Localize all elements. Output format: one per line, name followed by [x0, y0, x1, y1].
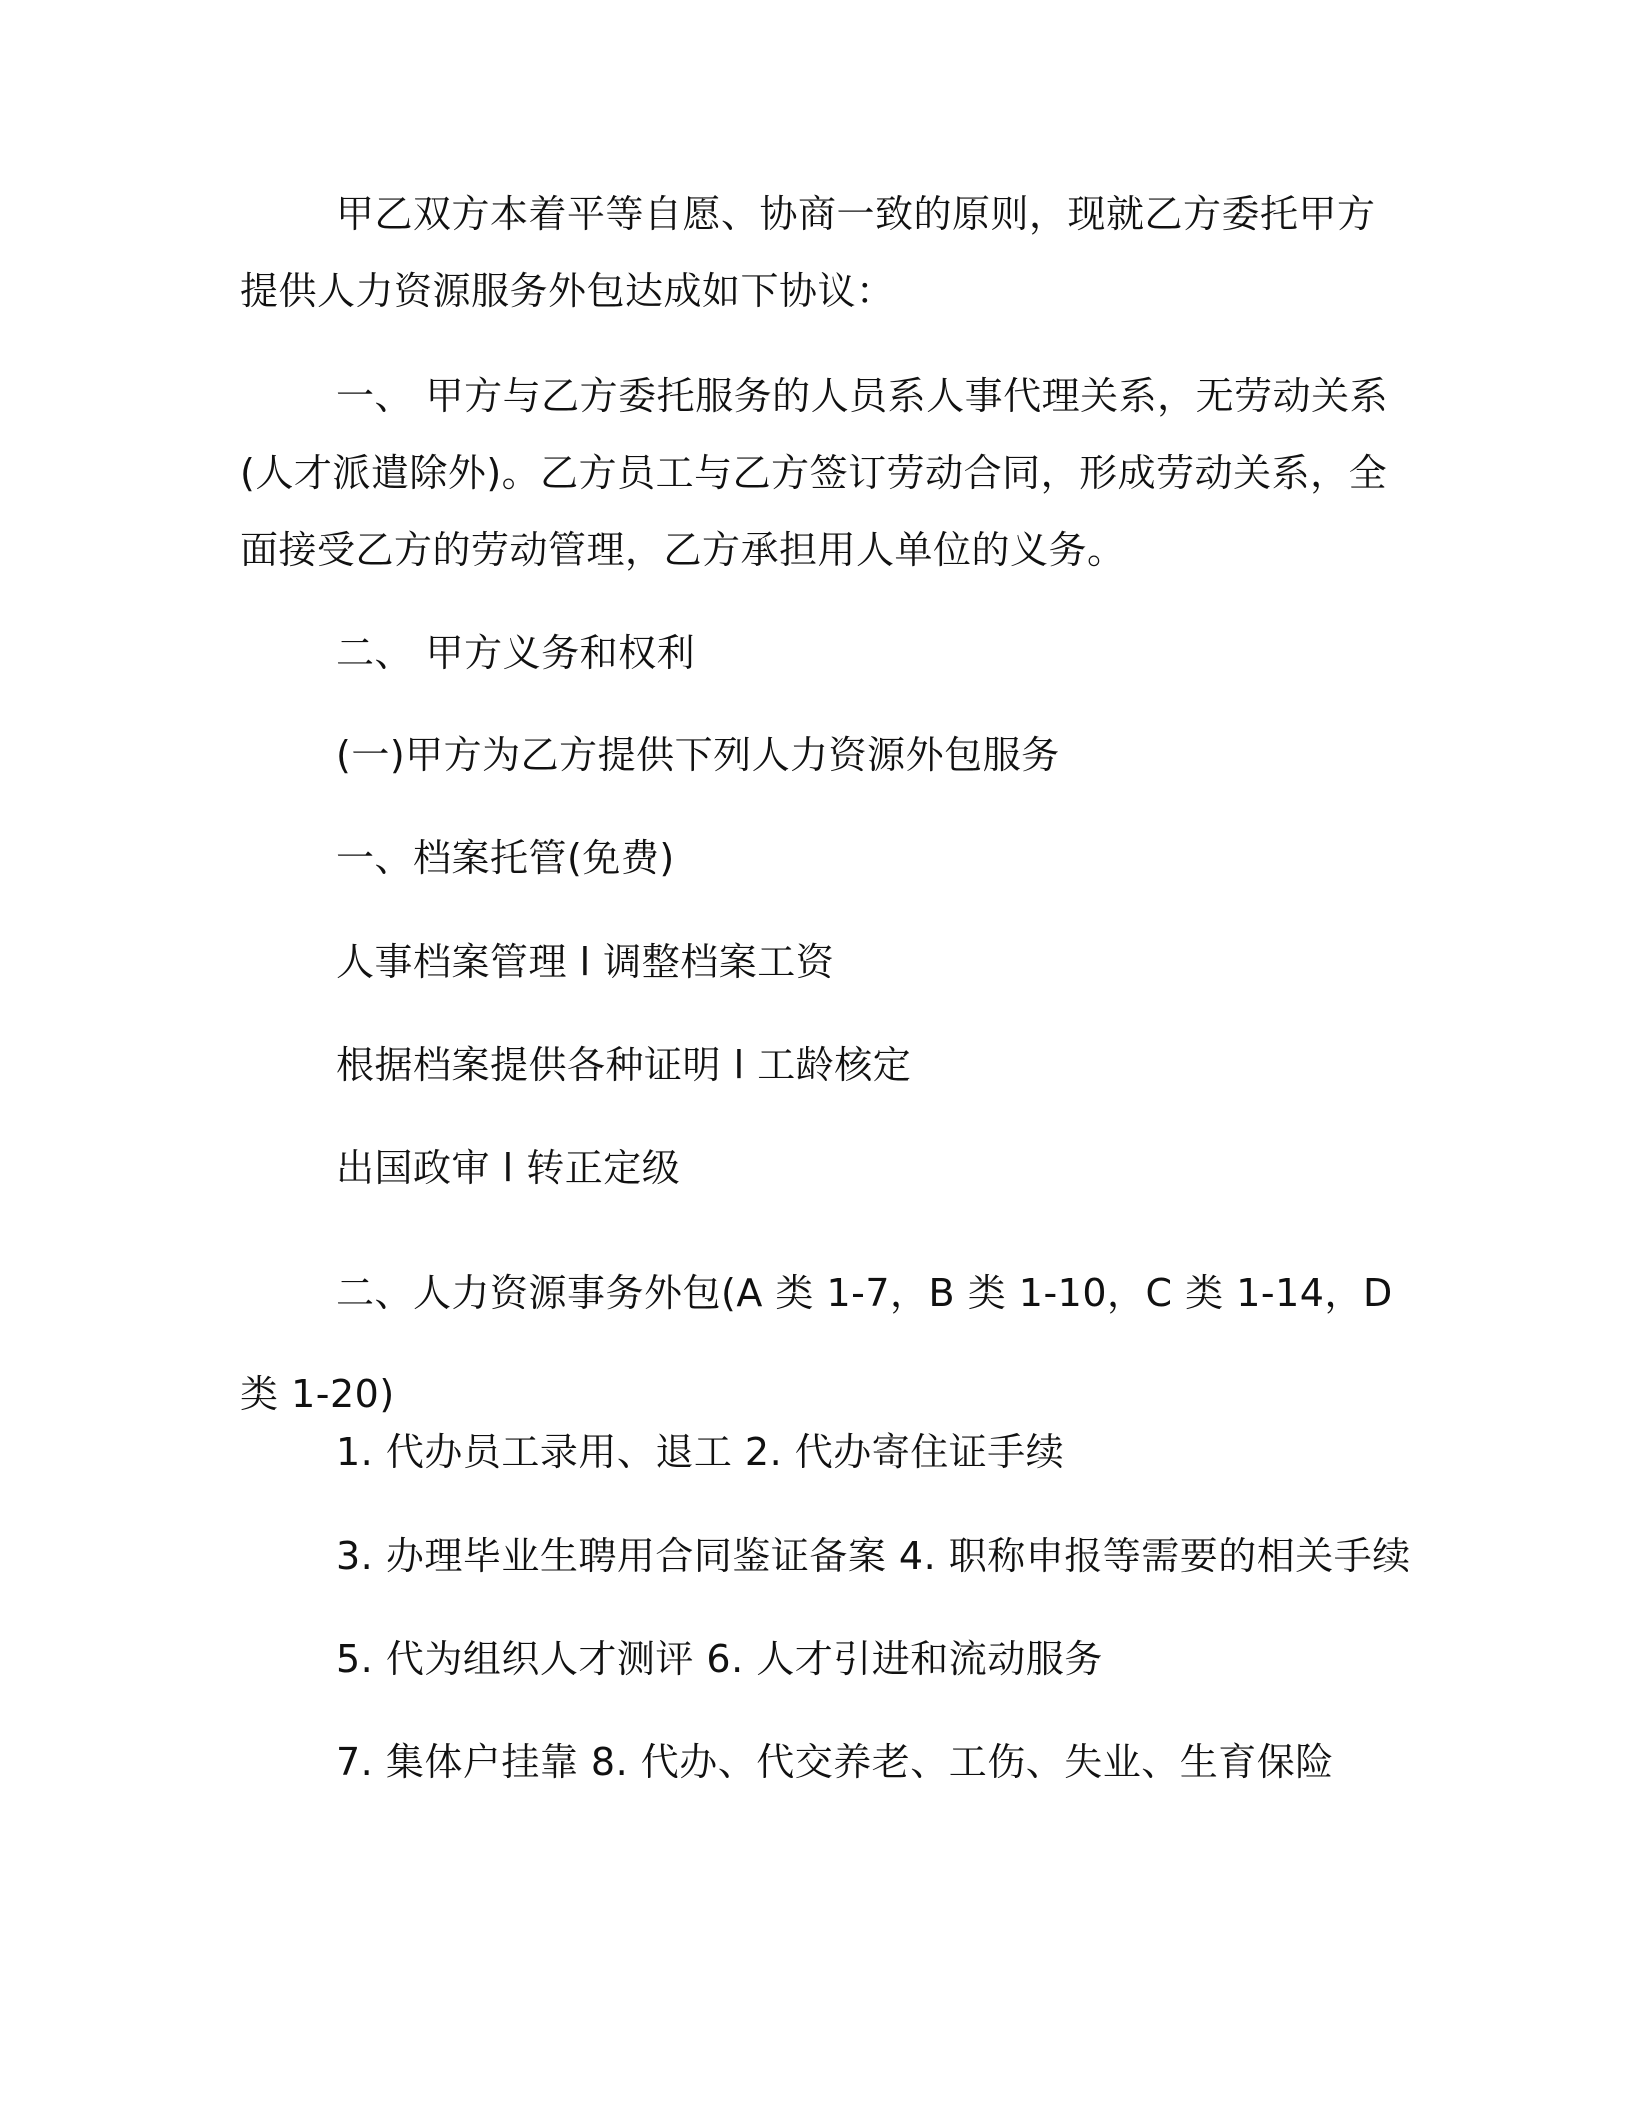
intro-paragraph: 甲乙双方本着平等自愿、协商一致的原则，现就乙方委托甲方提供人力资源服务外包达成如下协议：: [240, 192, 1376, 313]
service-items-line-2: 3. 办理毕业生聘用合同鉴证备案 4. 职称申报等需要的相关手续: [336, 1534, 1411, 1578]
subsection-1-heading: (一)甲方为乙方提供下列人力资源外包服务: [336, 733, 1060, 777]
archive-line-1: 人事档案管理 l 调整档案工资: [336, 940, 835, 984]
archive-line-3: 出国政审 l 转正定级: [336, 1146, 681, 1190]
clause-2-heading: 二、 甲方义务和权利: [336, 631, 696, 675]
outsourcing-section-heading: 二、人力资源事务外包(A 类 1-7，B 类 1-10，C 类 1-14，D 类 1-20): [240, 1271, 1393, 1416]
archive-line-2: 根据档案提供各种证明 l 工龄核定: [336, 1043, 912, 1087]
archive-section-heading: 一、档案托管(免费): [336, 836, 675, 880]
clause-1-paragraph: 一、 甲方与乙方委托服务的人员系人事代理关系，无劳动关系(人才派遣除外)。乙方员工与乙方签订劳动合同，形成劳动关系，全面接受乙方的劳动管理，乙方承担用人单位的义务。: [240, 374, 1389, 572]
service-items-line-1: 1. 代办员工录用、退工 2. 代办寄住证手续: [336, 1430, 1065, 1474]
service-items-line-3: 5. 代为组织人才测评 6. 人才引进和流动服务: [336, 1637, 1103, 1681]
service-items-line-4: 7. 集体户挂靠 8. 代办、代交养老、工伤、失业、生育保险: [336, 1740, 1334, 1784]
